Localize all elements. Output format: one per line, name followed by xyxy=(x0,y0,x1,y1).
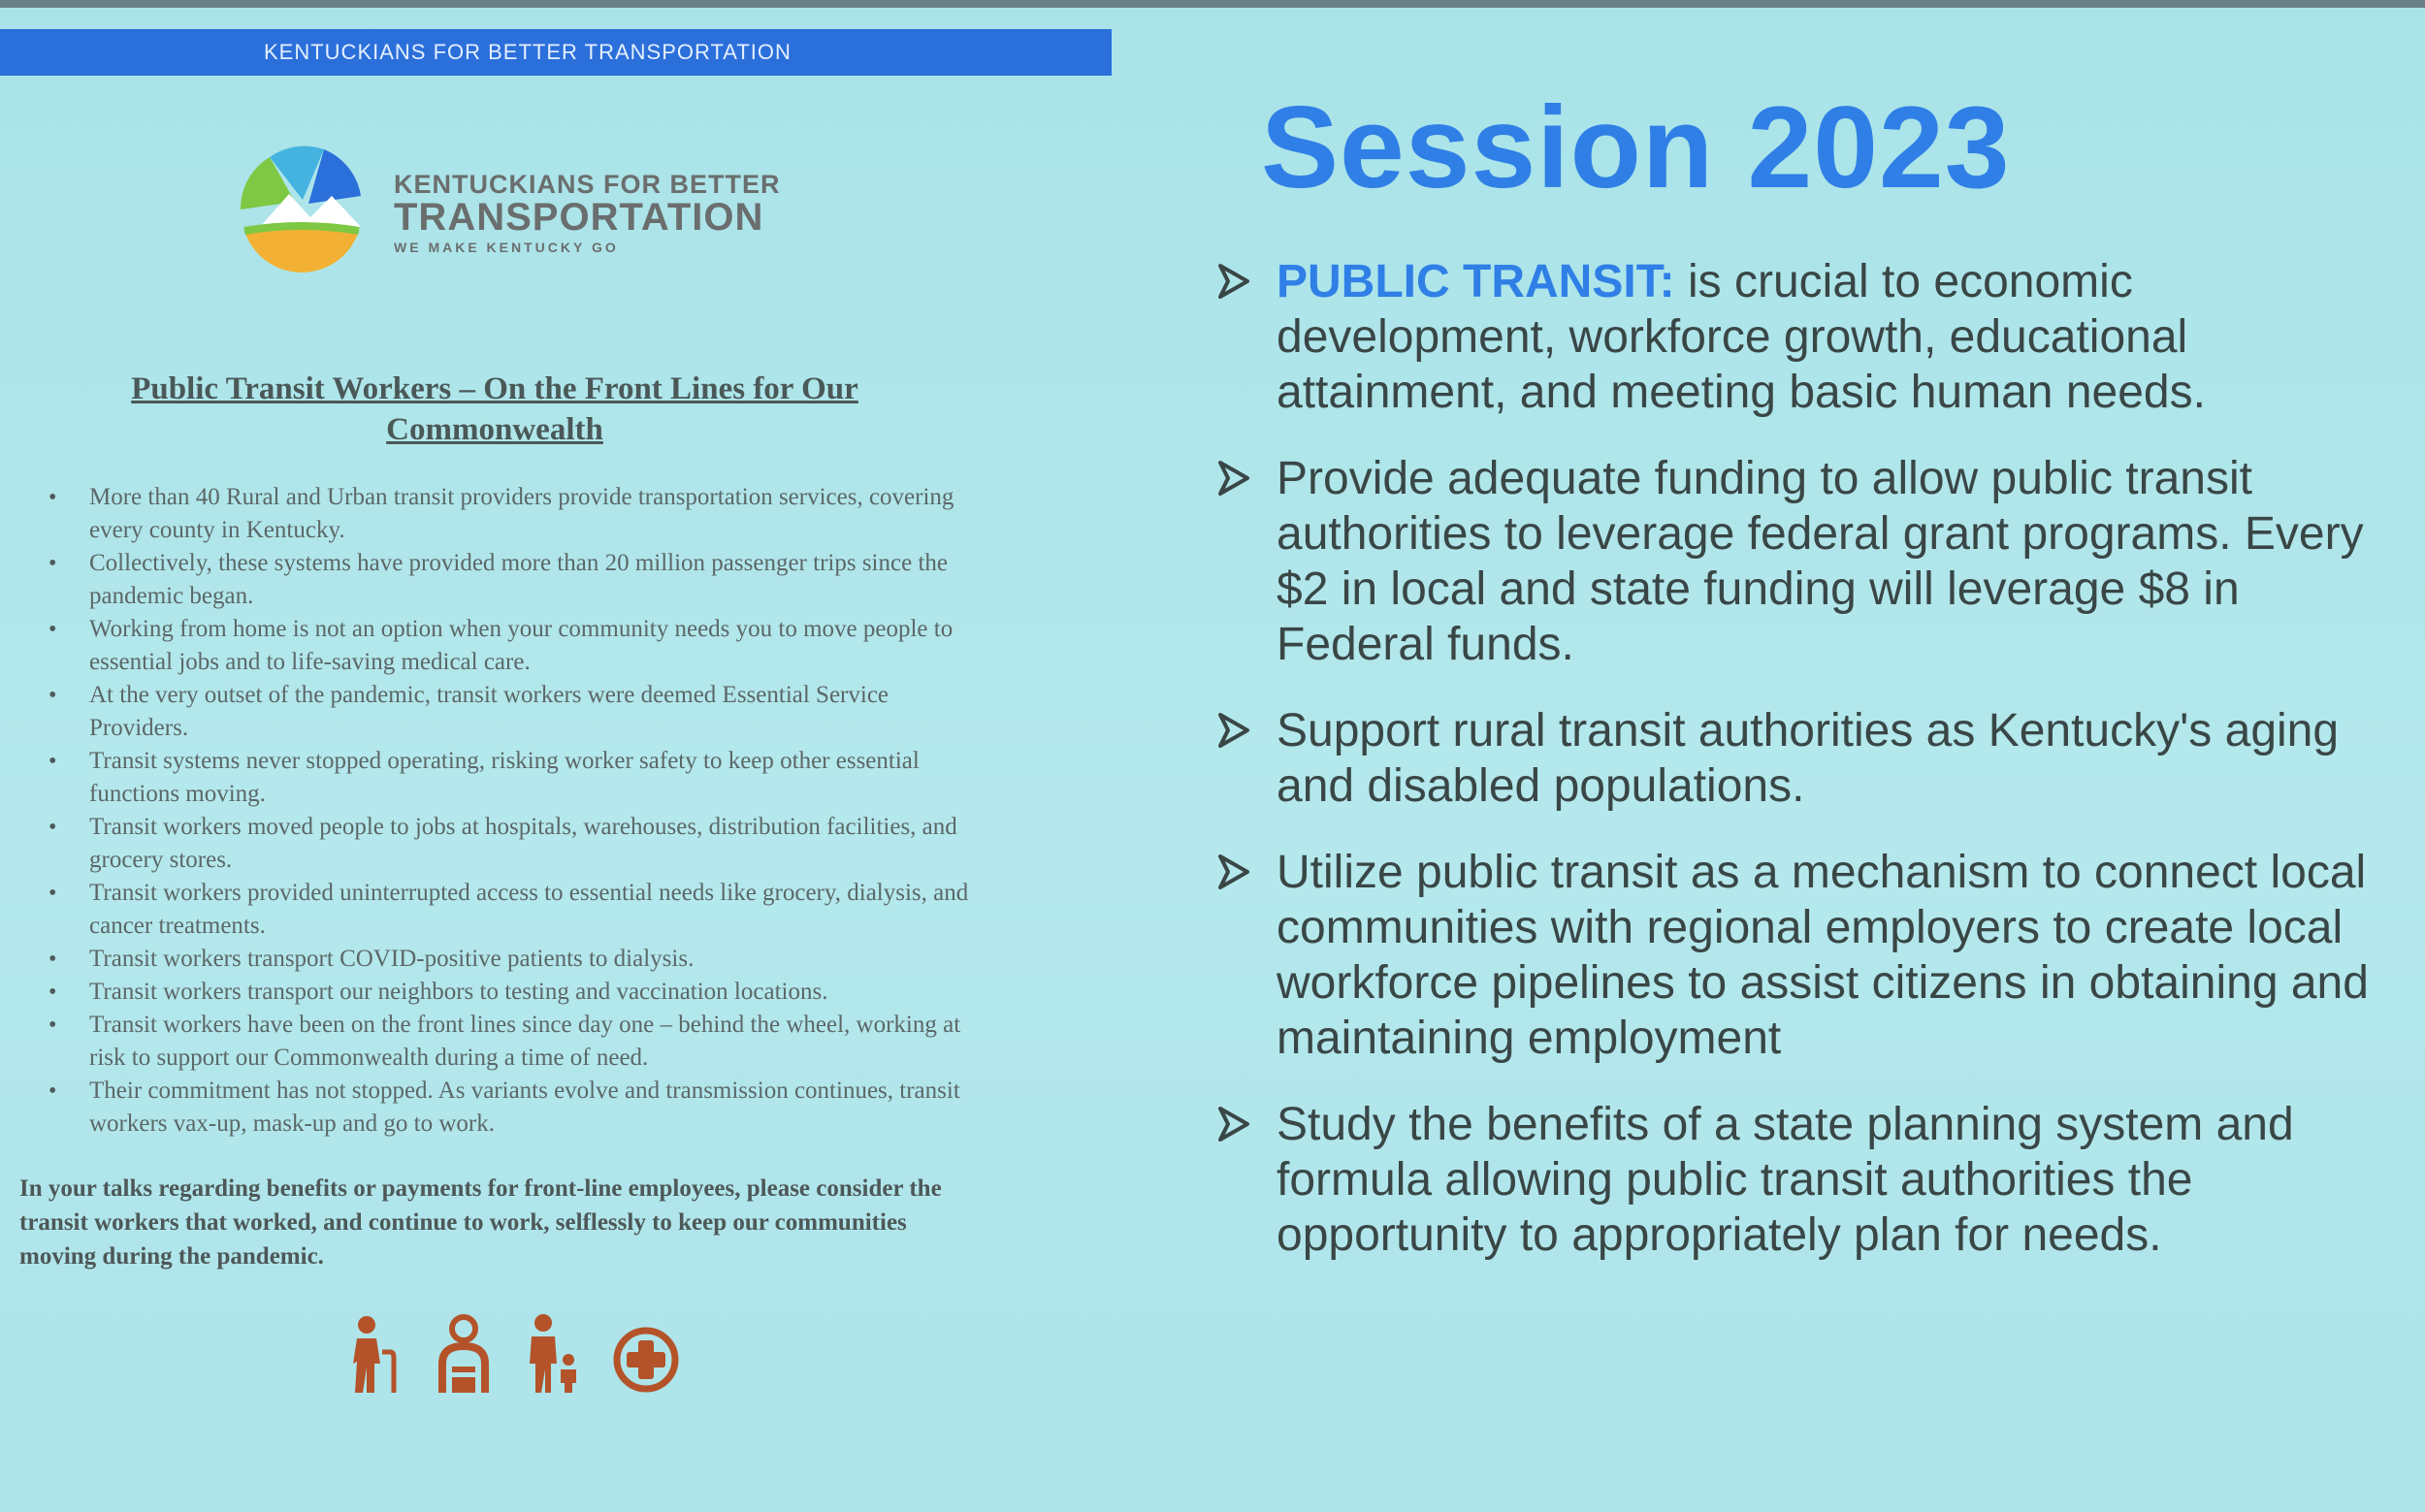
slide-bullet xyxy=(1212,703,2396,814)
slide-bullet xyxy=(1212,451,2396,672)
document-bullet-list xyxy=(47,481,978,1141)
slide-bullet-list xyxy=(1212,254,2396,1263)
list-item: • Transit workers transport COVID-positive patients to dialysis. xyxy=(47,943,978,976)
top-edge xyxy=(0,0,2425,8)
list-item: • At the very outset of the pandemic, transit workers were deemed Essential Service Providers. xyxy=(47,679,978,745)
list-item: • Transit systems never stopped operating, risking worker safety to keep other essential functions moving. xyxy=(47,745,978,811)
list-item: • Transit workers transport our neighbors to testing and vaccination locations. xyxy=(47,976,978,1009)
logo-tagline: WE MAKE KENTUCKY GO xyxy=(394,240,619,255)
icon-row xyxy=(345,1307,681,1395)
bullet-text: Provide adequate funding to allow public transit authorities to leverage federal grant programs. Every $2 in local and state funding will leverage $8 in Federal funds. xyxy=(1277,453,2364,670)
arrow-bullet-icon xyxy=(1216,711,1251,750)
slide-title: Session 2023 xyxy=(1261,82,2011,212)
elderly-person-icon xyxy=(345,1313,404,1395)
org-header-bar xyxy=(0,29,1112,76)
logo-line-1: KENTUCKIANS FOR BETTER xyxy=(394,170,781,199)
arrow-bullet-icon xyxy=(1216,459,1251,498)
slide-bullet xyxy=(1212,845,2396,1066)
bullet-text: Support rural transit authorities as Kentucky's aging and disabled populations. xyxy=(1277,705,2340,812)
parent-child-icon xyxy=(524,1313,582,1395)
kbt-logo-icon xyxy=(231,134,376,279)
list-item: • Their commitment has not stopped. As variants evolve and transmission continues, transit workers vax-up, mask-up and go to work. xyxy=(47,1075,978,1141)
document-title: Public Transit Workers – On the Front Lines for Our Commonwealth xyxy=(131,371,858,447)
slide-bullet xyxy=(1212,1097,2396,1263)
document-closing-paragraph: In your talks regarding benefits or payments for front-line employees, please consider the transit workers that worked, and continue to work, selflessly to keep our communities moving during the pandemic. xyxy=(19,1175,942,1270)
bullet-lead-text: PUBLIC TRANSIT: xyxy=(1277,256,1675,307)
arrow-bullet-icon xyxy=(1216,262,1251,301)
list-item: • Collectively, these systems have provided more than 20 million passenger trips since the pandemic began. xyxy=(47,547,978,613)
slide-bullet xyxy=(1212,254,2396,420)
bullet-text: Utilize public transit as a mechanism to connect local communities with regional employers to create local workforce pipelines to assist citizens in obtaining and maintaining employment xyxy=(1277,847,2369,1064)
org-header-text: KENTUCKIANS FOR BETTER TRANSPORTATION xyxy=(264,40,792,64)
list-item: • Transit workers provided uninterrupted access to essential needs like grocery, dialysis, and cancer treatments. xyxy=(47,877,978,943)
bullet-text: Study the benefits of a state planning system and formula allowing public transit authorities the opportunity to appropriately plan for needs. xyxy=(1277,1099,2294,1261)
list-item: • Working from home is not an option when your community needs you to move people to essential jobs and to life-saving medical care. xyxy=(47,613,978,679)
list-item: • More than 40 Rural and Urban transit providers provide transportation services, covering every county in Kentucky. xyxy=(47,481,978,547)
list-item: • Transit workers have been on the front lines since day one – behind the wheel, working at risk to support our Commonwealth during a time of need. xyxy=(47,1009,978,1075)
list-item: • Transit workers moved people to jobs at hospitals, warehouses, distribution facilities, and grocery stores. xyxy=(47,811,978,877)
medical-cross-icon xyxy=(611,1325,681,1395)
logo-wordmark xyxy=(394,170,781,255)
bullet-text: is crucial to economic development, workforce growth, educational attainment, and meeting basic human needs. xyxy=(1277,256,2206,418)
arrow-bullet-icon xyxy=(1216,1105,1251,1143)
arrow-bullet-icon xyxy=(1216,853,1251,891)
caregiver-icon xyxy=(433,1313,495,1395)
logo-line-2: TRANSPORTATION xyxy=(394,196,764,239)
